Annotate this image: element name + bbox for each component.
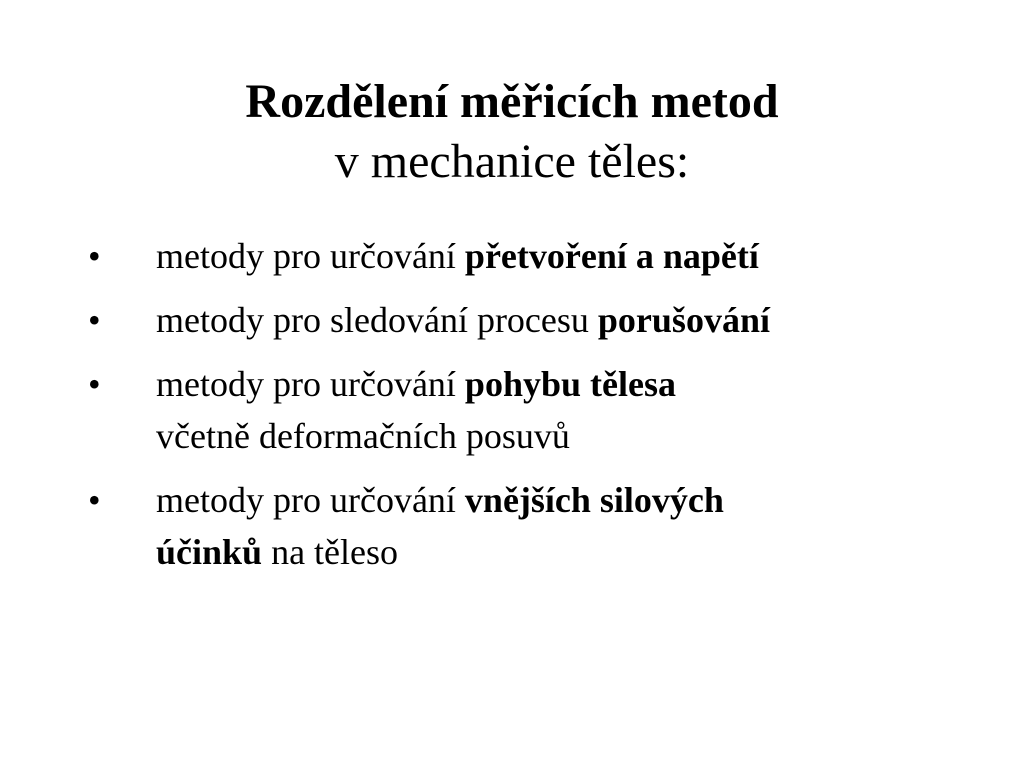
slide-title (0, 72, 1024, 192)
bullet-prefix: metody pro sledování procesu (156, 300, 598, 340)
bullet-text (156, 358, 976, 462)
bullet-emphasis: přetvoření a napětí (464, 236, 759, 276)
bullet-icon: • (88, 364, 101, 404)
bullet-text (156, 294, 976, 346)
bullet-prefix: metody pro určování (156, 364, 465, 404)
bullet-text (156, 230, 976, 282)
bullet-prefix: metody pro určování (156, 480, 465, 520)
bullet-item-failure-process (0, 294, 1024, 346)
bullet-line (156, 230, 976, 282)
bullet-suffix: na těleso (262, 532, 399, 572)
title-line-2: v mechanice těles: (334, 135, 690, 188)
bullet-prefix: metody pro určování (156, 236, 465, 276)
bullet-line-2: včetně deformačních posuvů (156, 416, 570, 456)
bullet-list (0, 230, 1024, 590)
bullet-item-deformation-stress (0, 230, 1024, 282)
bullet-line (156, 358, 976, 410)
bullet-item-external-forces (0, 474, 1024, 578)
bullet-item-body-motion (0, 358, 1024, 462)
bullet-emphasis: pohybu tělesa (464, 364, 676, 404)
bullet-icon: • (88, 236, 101, 276)
bullet-emphasis: vnějších silových (464, 480, 724, 520)
bullet-icon: • (88, 300, 101, 340)
bullet-line (156, 294, 976, 346)
bullet-emphasis-2: účinků (156, 532, 263, 572)
bullet-icon: • (88, 480, 101, 520)
bullet-emphasis: porušování (597, 300, 770, 340)
bullet-text (156, 474, 976, 578)
bullet-line-2 (156, 526, 976, 578)
bullet-line (156, 474, 976, 526)
title-line-1: Rozdělení měřicích metod (245, 75, 779, 128)
